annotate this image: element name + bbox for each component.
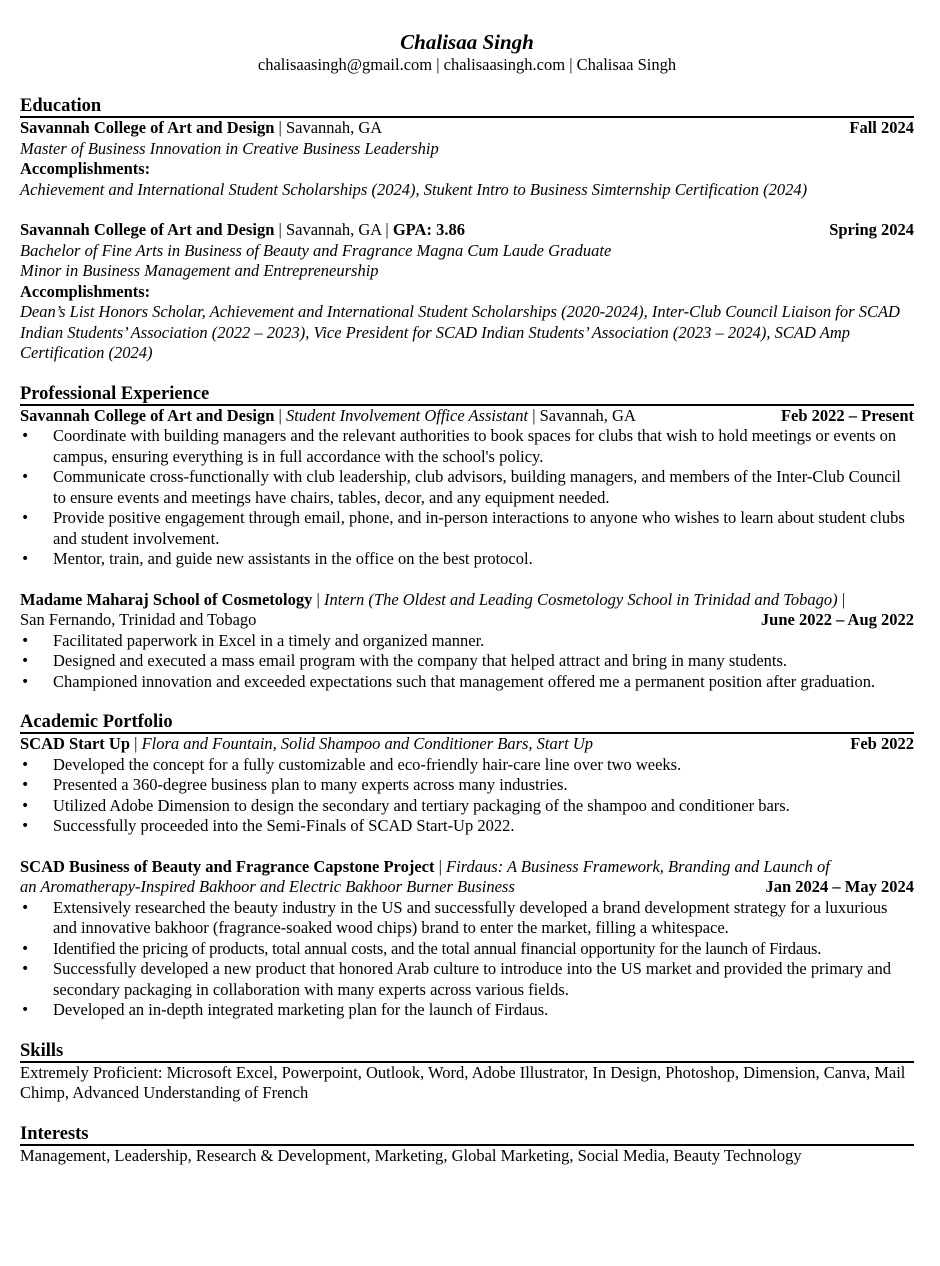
project-description: Firdaus: A Business Framework, Branding and Launch of: [446, 856, 830, 876]
job-date: Feb 2022 – Present: [780, 405, 914, 425]
school-location: | Savannah, GA |: [274, 220, 393, 239]
separator: |: [274, 405, 286, 425]
portfolio-title: Academic Portfolio: [20, 712, 914, 734]
bullet-item: • Extensively researched the beauty industry in the US and successfully developed a brand development strategy for a luxurious and innovative bakhoor (fragrance-soaked wood chips) brand to enter the market, filling a whitespace.: [20, 898, 914, 939]
school-name: Savannah College of Art and Design: [20, 220, 275, 239]
accomplishments-label: Accomplishments:: [20, 281, 151, 301]
job-bullets: [20, 631, 914, 693]
bullet-item: • Successfully proceeded into the Semi-Finals of SCAD Start-Up 2022.: [20, 816, 914, 837]
education-entry: [20, 220, 914, 364]
education-date: Fall 2024: [849, 118, 914, 137]
education-title: Education: [20, 96, 914, 118]
school-location: | Savannah, GA: [274, 118, 383, 137]
bullet-item: • Utilized Adobe Dimension to design the secondary and tertiary packaging of the shampoo and conditioner bars.: [20, 796, 914, 817]
contact-line: chalisaasingh@gmail.com | chalisaasingh.com | Chalisaa Singh: [257, 55, 677, 74]
project-name: SCAD Business of Beauty and Fragrance Capstone Project: [20, 856, 435, 876]
interests-section: [20, 1124, 914, 1167]
project-entry: [20, 857, 914, 1021]
employer-name: Savannah College of Art and Design: [20, 405, 275, 425]
bullet-item: • Mentor, train, and guide new assistants in the office on the best protocol.: [20, 549, 914, 570]
education-date: Spring 2024: [829, 220, 914, 239]
accomplishments-text: Achievement and International Student Scholarships (2024), Stukent Intro to Business Simternship Certification (2024): [20, 179, 808, 199]
project-description: Flora and Fountain, Solid Shampoo and Conditioner Bars, Start Up: [141, 734, 594, 753]
accomplishments-text: Dean’s List Honors Scholar, Achievement and International Student Scholarships (2020-2024), Inter-Club Council Liaison for SCAD Indian Students’ Association (2022 – 2023), Vice President for SCAD Indian Students’ Association (2023 – 2024), SCAD Amp Certification (2024): [20, 302, 900, 362]
interests-text: Management, Leadership, Research & Development, Marketing, Global Marketing, Social Media, Beauty Technology: [20, 1145, 802, 1165]
job-bullets: [20, 426, 914, 570]
separator: |: [837, 589, 846, 609]
bullet-item: • Developed the concept for a fully customizable and eco-friendly hair-care line over two weeks.: [20, 755, 914, 776]
separator: |: [312, 589, 324, 609]
separator: |: [434, 856, 447, 876]
project-bullets: [20, 755, 914, 837]
experience-title: Professional Experience: [20, 384, 914, 406]
interests-title: Interests: [20, 1124, 914, 1146]
gpa: GPA: 3.86: [392, 220, 465, 239]
skills-title: Skills: [20, 1041, 914, 1063]
bullet-item: • Provide positive engagement through email, phone, and in-person interactions to anyone who wishes to learn about student clubs and student involvement.: [20, 508, 914, 549]
job-entry: [20, 406, 914, 570]
accomplishments-label: Accomplishments:: [20, 159, 151, 178]
minor: Minor in Business Management and Entrepreneurship: [20, 261, 379, 280]
skills-text: Extremely Proficient: Microsoft Excel, Powerpoint, Outlook, Word, Adobe Illustrator, In Design, Photoshop, Dimension, Canva, Mail Chimp, Advanced Understanding of French: [20, 1062, 906, 1102]
job-date: June 2022 – Aug 2022: [760, 610, 914, 629]
degree: Bachelor of Fine Arts in Business of Beauty and Fragrance Magna Cum Laude Graduate: [20, 240, 612, 260]
separator: |: [130, 734, 142, 753]
resume-page: [20, 30, 914, 1166]
experience-section: [20, 384, 914, 693]
education-entry: [20, 118, 914, 200]
portfolio-section: [20, 712, 914, 1021]
bullet-item: • Developed an in-depth integrated marketing plan for the launch of Firdaus.: [20, 1000, 914, 1021]
school-name: Savannah College of Art and Design: [20, 118, 275, 137]
job-role: Student Involvement Office Assistant: [285, 405, 529, 425]
project-bullets: [20, 898, 914, 1021]
job-role: Intern (The Oldest and Leading Cosmetology School in Trinidad and Tobago): [323, 589, 838, 609]
candidate-name: Chalisaa Singh: [400, 30, 534, 54]
project-description-cont: an Aromatherapy-Inspired Bakhoor and Electric Bakhoor Burner Business: [20, 877, 515, 896]
job-location: | Savannah, GA: [528, 405, 636, 425]
degree: Master of Business Innovation in Creative Business Leadership: [20, 138, 439, 158]
job-entry: [20, 590, 914, 693]
bullet-item: • Championed innovation and exceeded expectations such that management offered me a permanent position after graduation.: [20, 672, 914, 693]
job-location: San Fernando, Trinidad and Tobago: [20, 610, 257, 629]
bullet-item: • Designed and executed a mass email program with the company that helped attract and bring in many students.: [20, 651, 914, 672]
project-name: SCAD Start Up: [20, 734, 131, 753]
education-section: [20, 96, 914, 364]
bullet-item: • Successfully developed a new product that honored Arab culture to introduce into the US market and provided the primary and secondary packaging in collaboration with many experts across various fields.: [20, 959, 914, 1000]
skills-section: [20, 1041, 914, 1104]
employer-name: Madame Maharaj School of Cosmetology: [20, 589, 313, 609]
project-entry: [20, 734, 914, 837]
bullet-item: • Presented a 360-degree business plan to many experts across many industries.: [20, 775, 914, 796]
project-date: Jan 2024 – May 2024: [765, 877, 914, 896]
bullet-item: • Facilitated paperwork in Excel in a timely and organized manner.: [20, 631, 914, 652]
bullet-item: • Identified the pricing of products, total annual costs, and the total annual financial opportunity for the launch of Firdaus.: [20, 939, 914, 960]
bullet-item: • Coordinate with building managers and the relevant authorities to book spaces for clubs that wish to hold meetings or events on campus, ensuring everything is in full accordance with the school's policy.: [20, 426, 914, 467]
resume-header: [20, 30, 914, 75]
project-date: Feb 2022: [850, 734, 914, 753]
bullet-item: • Communicate cross-functionally with club leadership, club advisors, building managers, and members of the Inter-Club Council to ensure events and meetings have chairs, tables, decor, and any equipment needed.: [20, 467, 914, 508]
